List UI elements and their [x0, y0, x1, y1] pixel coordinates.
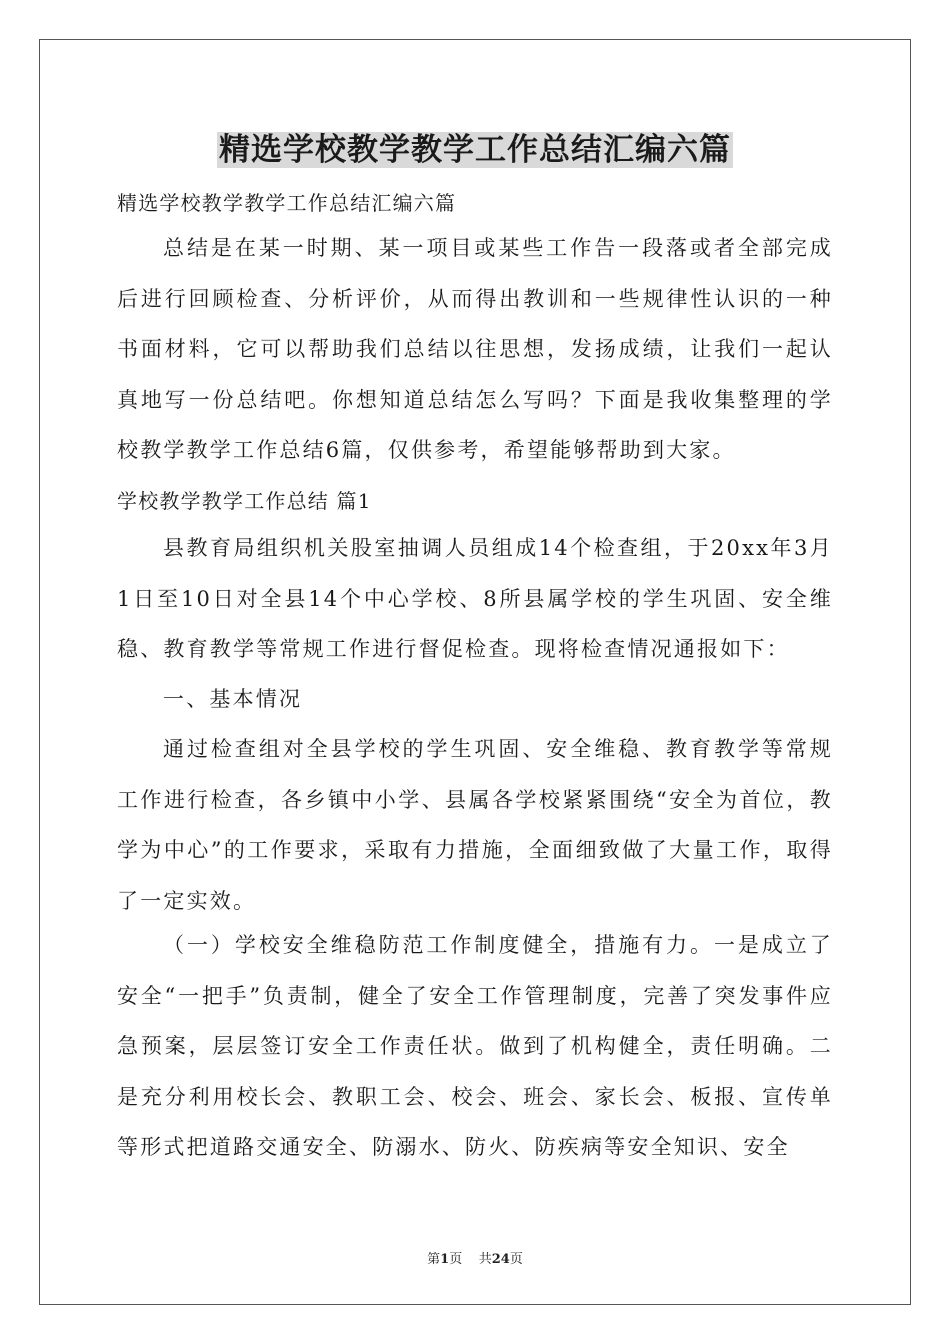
- page-number: 1: [440, 1252, 450, 1267]
- paragraph-3: （一）学校安全维稳防范工作制度健全，措施有力。一是成立了安全“一把手”负责制，健全了安全工作管理制度，完善了突发事件应急预案，层层签订安全工作责任状。做到了机构健全，责任明确。二是充分利用校长会、教职工会、校会、班会、家长会、板报、宣传单等形式把道路交通安全、防溺水、防火、防疾病等安全知识、安全: [117, 933, 833, 1159]
- section-heading: 学校教学教学工作总结 篇1: [117, 489, 372, 513]
- document-title-text: 精选学校教学教学工作总结汇编六篇: [219, 132, 731, 168]
- document-title: [0, 128, 950, 172]
- paragraph-1: 县教育局组织机关股室抽调人员组成14个检查组，于20xx年3月1日至10日对全县14个中心学校、8所县属学校的学生巩固、安全维稳、教育教学等常规工作进行督促检查。现将检查情况通报如下：: [117, 536, 833, 661]
- document-subtitle: 精选学校教学教学工作总结汇编六篇: [117, 191, 457, 215]
- page-total: 24: [491, 1252, 510, 1267]
- page-footer: 第1页 共24页: [427, 1252, 523, 1267]
- heading-basic-situation: 一、基本情况: [163, 687, 303, 711]
- paragraph-2: 通过检查组对全县学校的学生巩固、安全维稳、教育教学等常规工作进行检查，各乡镇中小学、县属各学校紧紧围绕“安全为首位，教学为中心”的工作要求，采取有力措施，全面细致做了大量工作，取得了一定实效。: [117, 737, 833, 913]
- intro-paragraph: 总结是在某一时期、某一项目或某些工作告一段落或者全部完成后进行回顾检查、分析评价，从而得出教训和一些规律性认识的一种书面材料，它可以帮助我们总结以往思想，发扬成绩，让我们一起认真地写一份总结吧。你想知道总结怎么写吗？下面是我收集整理的学校教学教学工作总结6篇，仅供参考，希望能够帮助到大家。: [117, 236, 833, 462]
